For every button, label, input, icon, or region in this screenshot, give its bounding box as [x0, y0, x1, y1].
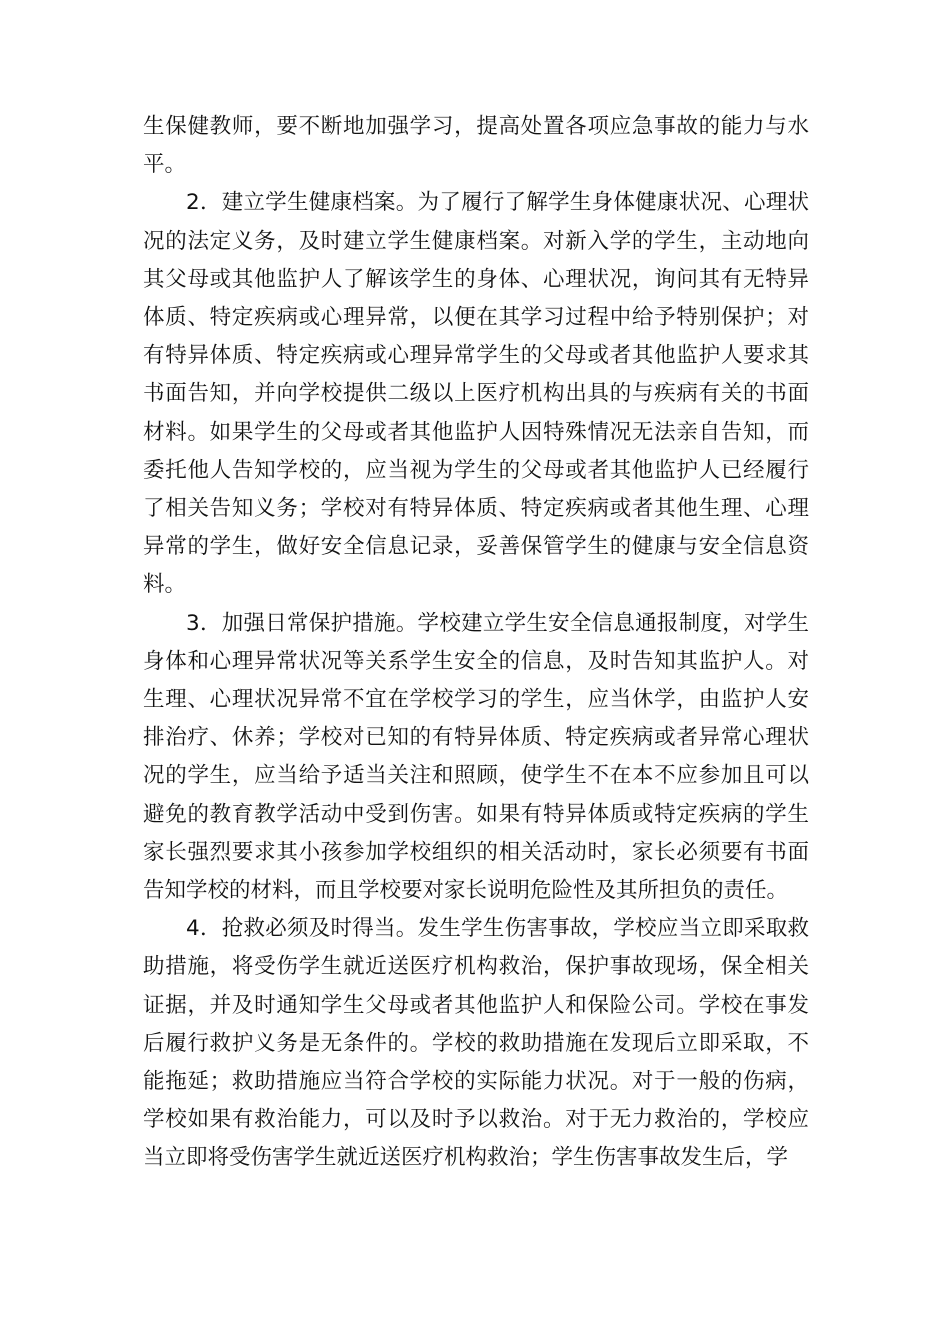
paragraph-health-records: 2．建立学生健康档案。为了履行了解学生身体健康状况、心理状况的法定义务，及时建立学生健康档案。对新入学的学生，主动地向其父母或其他监护人了解该学生的身体、心理状况，询问其有无特异体质、特定疾病或心理异常，以便在其学习过程中给予特别保护；对有特异体质、特定疾病或心理异常学生的父母或者其他监护人要求其书面告知，并向学校提供二级以上医疗机构出具的与疾病有关的书面材料。如果学生的父母或者其他监护人因特殊情况无法亲自告知，而委托他人告知学校的，应当视为学生的父母或者其他监护人已经履行了相关告知义务；学校对有特异体质、特定疾病或者其他生理、心理异常的学生，做好安全信息记录，妥善保管学生的健康与安全信息资料。: [143, 190, 809, 598]
paragraph-daily-protection: 3．加强日常保护措施。学校建立学生安全信息通报制度，对学生身体和心理异常状况等关系学生安全的信息，及时告知其监护人。对生理、心理状况异常不宜在学校学习的学生，应当休学，由监护人安排治疗、休养；学校对已知的有特异体质、特定疾病或者异常心理状况的学生，应当给予适当关注和照顾，使学生不在本不应参加且可以避免的教育教学活动中受到伤害。如果有特异体质或特定疾病的学生家长强烈要求其小孩参加学校组织的相关活动时，家长必须要有书面告知学校的材料，而且学校要对家长说明危险性及其所担负的责任。: [143, 610, 809, 904]
paragraph-continuation: 生保健教师，要不断地加强学习，提高处置各项应急事故的能力与水平。: [143, 114, 809, 178]
paragraph-timely-rescue: 4．抢救必须及时得当。发生学生伤害事故，学校应当立即采取救助措施，将受伤学生就近送医疗机构救治，保护事故现场，保全相关证据，并及时通知学生父母或者其他监护人和保险公司。学校在事发后履行救护义务是无条件的。学校的救助措施在发现后立即采取，不能拖延；救助措施应当符合学校的实际能力状况。对于一般的伤病，学校如果有救治能力，可以及时予以救治。对于无力救治的，学校应当立即将受伤害学生就近送医疗机构救治；学生伤害事故发生后，学: [143, 916, 809, 1171]
document-page: [143, 108, 809, 1178]
